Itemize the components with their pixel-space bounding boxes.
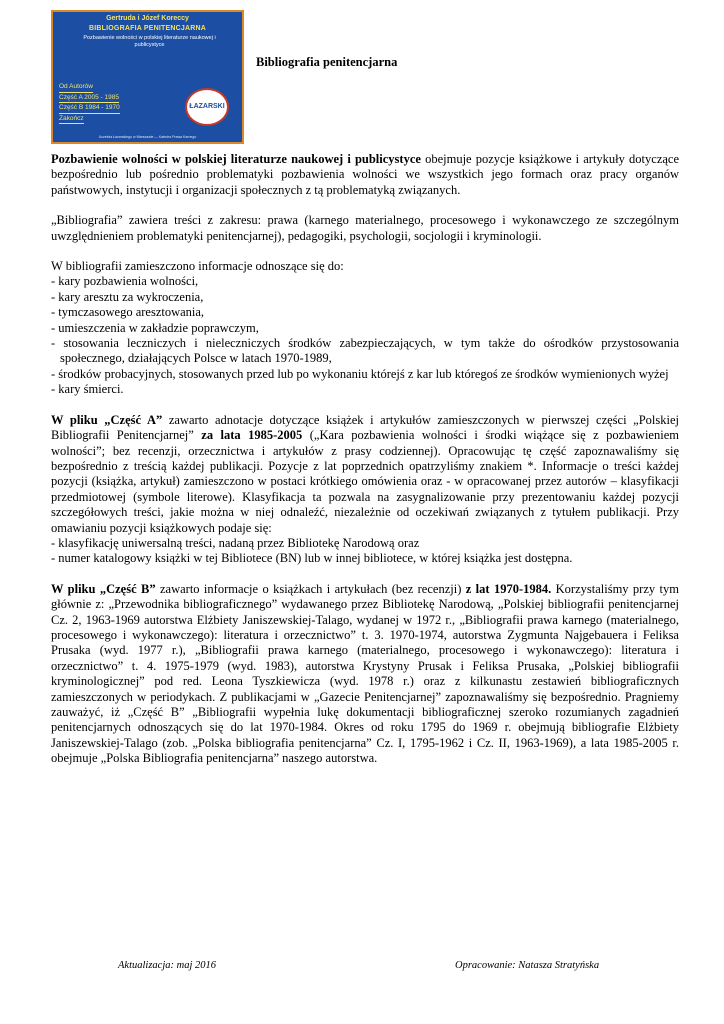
part-a-line: - numer katalogowy książki w tej Bibliotece (BN) lub w innej bibliotece, w której książka jest dostępna. [51, 551, 573, 566]
list-item: - kary pozbawienia wolności, [51, 274, 199, 289]
lazarski-logo [185, 88, 229, 126]
cover-menu-item: Część B 1984 - 1970 [59, 103, 120, 114]
cover-menu [59, 82, 120, 124]
list-item: - stosowania leczniczych i nieleczniczych środków zabezpieczających, w tym także do ośrodków przystosowania społecznego, działających Polsce w latach 1970-1989, [51, 336, 679, 366]
part-b-years: z lat 1970-1984. [465, 581, 552, 596]
intro-paragraph [51, 152, 679, 198]
list-item: - środków probacyjnych, stosowanych przed lub po wykonaniu którejś z kar lub któregoś ze środków wymienionych wyżej [51, 366, 669, 381]
document-title: Bibliografia penitencjarna [256, 55, 398, 69]
cover-menu-item: Zakończ [59, 114, 84, 125]
document-body [51, 152, 679, 782]
part-a-years: za lata 1985-2005 [201, 428, 303, 443]
part-a-bold: W pliku „Część A” [51, 412, 163, 427]
part-b-text-2: Korzystaliśmy przy tym głównie z: „Przewodnika bibliograficznego” wydawanego przez Bibliotekę Narodową, „Polskiej bibliografii penitencjarnej Cz. 2, 1963-1969 autorstwa Elżbiety Janiszewskiej-Talago, wydanej w 1972 r., „Bibliografii prawa karnego (materialnego, procesowego i wykonawczego): literatura i orzecznictwo” t. 3. 1970-1974, autorstwa Zygmunta Najgebauera i Feliksa Prusaka (wyd. 1977 r.), „Bibliografii prawa karnego (materialnego, procesowego i wykonawczego): literatura i orzecznictwo” t. 4. 1975-1979 (wyd. 1983), autorstwa Krystyny Prusak i Feliksa Prusaka, „Polskiej bibliografii kryminologicznej” pod red. Leona Tyszkiewicza (wyd. 1978 r.) oraz z kilkunastu zestawień bibliograficznych zamieszczonych w periodykach. Z publikacjami w „Gazecie Penitencjarnej” zapoznawaliśmy się bezpośrednio. Pragniemy zauważyć, iż „Część B” „Bibliografii wypełnia lukę dokumentacji bibliograficznej szeroko rozumianych zagadnień penitencjarnych odnoszących się do lat 1970-1984. Okres od roku 1795 do 1969 r. obejmują bibliografie Elżbiety Janiszewskiej-Talago (zob. „Polska bibliografia penitencjarna” Cz. I, 1795-1962 i Cz. II, 1963-1969), a lata 1985-2005 r. obejmuje „Polska Bibliografia penitencjarna” naszego autorstwa. [51, 581, 679, 766]
list-intro: W bibliografii zamieszczono informacje odnoszące się do: [51, 259, 344, 274]
list-item: - kary aresztu za wykroczenia, [51, 289, 204, 304]
list-item: - umieszczenia w zakładzie poprawczym, [51, 320, 259, 335]
list-item: - tymczasowego aresztowania, [51, 305, 205, 320]
cover-title: BIBLIOGRAFIA PENITENCJARNA [89, 25, 206, 32]
cover-menu-item: Część A 2005 - 1985 [59, 93, 119, 104]
part-b-text: zawarto informacje o książkach i artykułach (bez recenzji) [155, 581, 466, 596]
cover-footer: Uczelnia Łazarskiego w Warszawie — Katedra Prawa Karnego [98, 135, 197, 139]
footer-prepared: Opracowanie: Natasza Stratyńska [455, 960, 600, 971]
part-a-text-2: („Kara pozbawienia wolności i środki wiążące się z pozbawieniem wolności”; bez recenzji, orzecznictwa i artykułów z prasy codziennej). Opracowując tę część zapoznawaliśmy się bezpośrednio z treścią każdej publikacji. Pozycje z lat poprzednich opatrzyliśmy znakiem *. Informacje o treści każdej pozycji (książka, artykuł) zamieszczono w postaci krótkiego omówienia oraz - w opracowanej przez autorów – klasyfikacji przedmiotowej (symbole literowe). Klasyfikacja ta pozwala na zasygnalizowanie przy prezentowaniu każdej pozycji szczegółowych treści, jakie można w niej odnaleźć, niezależnie od oczekiwań związanych z tytułem publikacji. Przy omawianiu pozycji książkowych podaje się: [51, 428, 679, 535]
scope-paragraph: „Bibliografia” zawiera treści z zakresu: prawa (karnego materialnego, procesowego i wykonawczego ze szczególnym uwzględnieniem problematyki penitencjarnej), pedagogiki, psychologii, socjologii i kryminologii. [51, 213, 679, 243]
cover-menu-item: Od Autorów [59, 82, 93, 93]
part-b-paragraph [51, 582, 679, 767]
intro-bold: Pozbawienie wolności w polskiej literaturze naukowej i publicystyce [51, 152, 421, 166]
part-a-line: - klasyfikację uniwersalną treści, nadaną przez Bibliotekę Narodową oraz [51, 535, 420, 550]
part-a-section [51, 413, 679, 567]
cover-subtitle: Pozbawienie wolności w polskiej literaturze naukowej i publicystyce [83, 35, 216, 48]
part-a-text: zawarto adnotacje dotyczące książek i artykułów zamieszczonych w pierwszej części „Polskiej Bibliografii Penitencjarnej” [51, 412, 679, 443]
part-b-bold: W pliku „Część B” [51, 581, 156, 596]
list-item: - kary śmierci. [51, 382, 124, 397]
footer-updated: Aktualizacja: maj 2016 [118, 960, 216, 971]
part-a-paragraph [51, 413, 679, 536]
intro-text: obejmuje pozycje książkowe i artykuły dotyczące bezpośrednio lub pośrednio problematyki pozbawienia wolności we wszystkich jego formach oraz pracy organów państwowych, instytucji i organizacji społecznych z tą problematyką związanych. [51, 152, 680, 197]
cover-image [51, 10, 244, 144]
cover-authors: Gertruda i Józef Koreccy [106, 15, 189, 22]
logo-text: ŁAZARSKI [189, 103, 225, 110]
scope-list [51, 259, 679, 398]
